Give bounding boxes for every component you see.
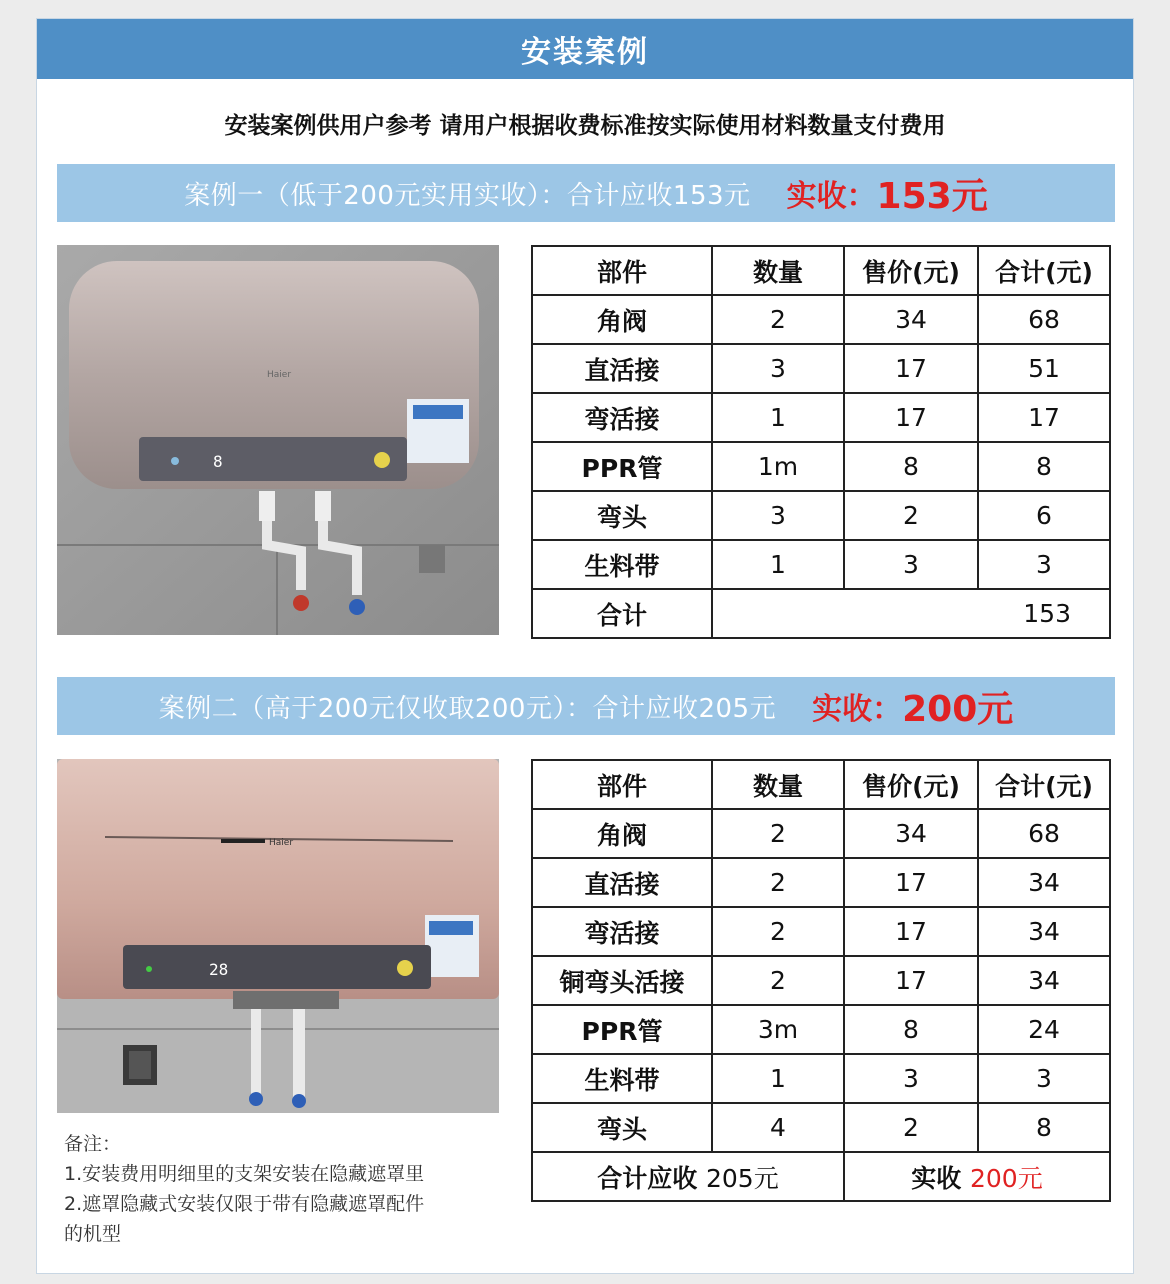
paid-footer-cell	[844, 1152, 1110, 1201]
price-cell: 34	[844, 809, 978, 858]
header-subtotal: 合计(元)	[978, 760, 1110, 809]
table-header-row	[532, 246, 1110, 295]
case1-heater-photo	[57, 245, 499, 635]
case1-paid-value: 153元	[876, 175, 988, 217]
header-quantity: 数量	[712, 246, 844, 295]
table-row	[532, 809, 1110, 858]
table-row	[532, 540, 1110, 589]
subtotal-cell: 8	[978, 1103, 1110, 1152]
quantity-cell: 2	[712, 907, 844, 956]
quantity-cell: 2	[712, 809, 844, 858]
subtotal-cell: 3	[978, 540, 1110, 589]
part-name: PPR管	[532, 442, 712, 491]
case2-parts-table	[531, 759, 1111, 1202]
page-title: 安装案例	[521, 35, 649, 70]
total-label: 合计	[532, 589, 712, 638]
install-cases-card	[36, 18, 1134, 1274]
quantity-cell: 2	[712, 858, 844, 907]
price-cell: 17	[844, 393, 978, 442]
part-name: 弯活接	[532, 907, 712, 956]
subtotal-cell: 24	[978, 1005, 1110, 1054]
part-name: 弯活接	[532, 393, 712, 442]
header-subtotal: 合计(元)	[978, 246, 1110, 295]
subtotal-cell: 34	[978, 956, 1110, 1005]
price-cell: 17	[844, 956, 978, 1005]
part-name: 弯头	[532, 1103, 712, 1152]
part-name: 角阀	[532, 809, 712, 858]
subtotal-cell: 51	[978, 344, 1110, 393]
subtotal-cell: 6	[978, 491, 1110, 540]
price-cell: 3	[844, 540, 978, 589]
case1-brand-logo: Haier	[267, 370, 292, 380]
page-title-bar	[37, 19, 1133, 79]
price-cell: 34	[844, 295, 978, 344]
total-due-label: 合计应收	[597, 1163, 698, 1193]
table-row	[532, 1103, 1110, 1152]
quantity-cell: 3	[712, 344, 844, 393]
case2-heater-display: 28	[209, 960, 229, 979]
quantity-cell: 3m	[712, 1005, 844, 1054]
subtotal-cell: 68	[978, 809, 1110, 858]
table-row	[532, 907, 1110, 956]
quantity-cell: 4	[712, 1103, 844, 1152]
total-due-value: 205元	[706, 1163, 779, 1193]
header-part: 部件	[532, 760, 712, 809]
subtotal-cell: 8	[978, 442, 1110, 491]
total-due-cell	[532, 1152, 844, 1201]
price-cell: 17	[844, 344, 978, 393]
notes-line: 2.遮罩隐藏式安装仅限于带有隐藏遮罩配件	[64, 1193, 425, 1215]
table-row	[532, 344, 1110, 393]
case2-banner	[57, 677, 1115, 735]
case1-parts-table	[531, 245, 1111, 639]
table-row	[532, 295, 1110, 344]
table-row	[532, 491, 1110, 540]
table-header-row	[532, 760, 1110, 809]
notes-title: 备注：	[64, 1133, 122, 1155]
table-row	[532, 956, 1110, 1005]
total-value: 153	[712, 589, 1110, 638]
part-name: 直活接	[532, 344, 712, 393]
quantity-cell: 1m	[712, 442, 844, 491]
table-row	[532, 1054, 1110, 1103]
part-name: 铜弯头活接	[532, 956, 712, 1005]
header-unit-price: 售价(元)	[844, 246, 978, 295]
part-name: 角阀	[532, 295, 712, 344]
case2-heater-photo	[57, 759, 499, 1113]
subtotal-cell: 17	[978, 393, 1110, 442]
notes-line: 的机型	[64, 1223, 122, 1245]
table-row	[532, 393, 1110, 442]
table-row	[532, 1005, 1110, 1054]
paid-footer-value: 200元	[970, 1163, 1043, 1193]
case1-banner	[57, 164, 1115, 222]
part-name: 弯头	[532, 491, 712, 540]
case1-description: 案例一（低于200元实用实收）：合计应收153元	[184, 180, 751, 211]
paid-footer-label: 实收	[911, 1163, 962, 1193]
subtotal-cell: 3	[978, 1054, 1110, 1103]
quantity-cell: 1	[712, 1054, 844, 1103]
case1-heater-display: 8	[213, 452, 223, 471]
header-quantity: 数量	[712, 760, 844, 809]
table-total-row	[532, 589, 1110, 638]
quantity-cell: 2	[712, 295, 844, 344]
case2-brand-logo: Haier	[269, 838, 294, 848]
quantity-cell: 3	[712, 491, 844, 540]
table-row	[532, 442, 1110, 491]
notes-section	[64, 1129, 504, 1249]
case1-paid-label: 实收：	[786, 179, 877, 214]
price-cell: 2	[844, 1103, 978, 1152]
quantity-cell: 1	[712, 393, 844, 442]
notes-line: 1.安装费用明细里的支架安装在隐藏遮罩里	[64, 1163, 425, 1185]
part-name: 直活接	[532, 858, 712, 907]
page-subtitle: 安装案例供用户参考 请用户根据收费标准按实际使用材料数量支付费用	[224, 113, 946, 139]
price-cell: 8	[844, 1005, 978, 1054]
price-cell: 2	[844, 491, 978, 540]
price-cell: 3	[844, 1054, 978, 1103]
subtotal-cell: 68	[978, 295, 1110, 344]
case2-description: 案例二（高于200元仅收取200元）：合计应收205元	[158, 693, 777, 724]
part-name: PPR管	[532, 1005, 712, 1054]
quantity-cell: 1	[712, 540, 844, 589]
part-name: 生料带	[532, 540, 712, 589]
table-row	[532, 858, 1110, 907]
table-total-row	[532, 1152, 1110, 1201]
part-name: 生料带	[532, 1054, 712, 1103]
price-cell: 8	[844, 442, 978, 491]
header-unit-price: 售价(元)	[844, 760, 978, 809]
case2-paid-label: 实收：	[812, 692, 903, 727]
subtotal-cell: 34	[978, 858, 1110, 907]
price-cell: 17	[844, 858, 978, 907]
header-part: 部件	[532, 246, 712, 295]
price-cell: 17	[844, 907, 978, 956]
subtotal-cell: 34	[978, 907, 1110, 956]
quantity-cell: 2	[712, 956, 844, 1005]
case2-paid-value: 200元	[902, 688, 1014, 730]
